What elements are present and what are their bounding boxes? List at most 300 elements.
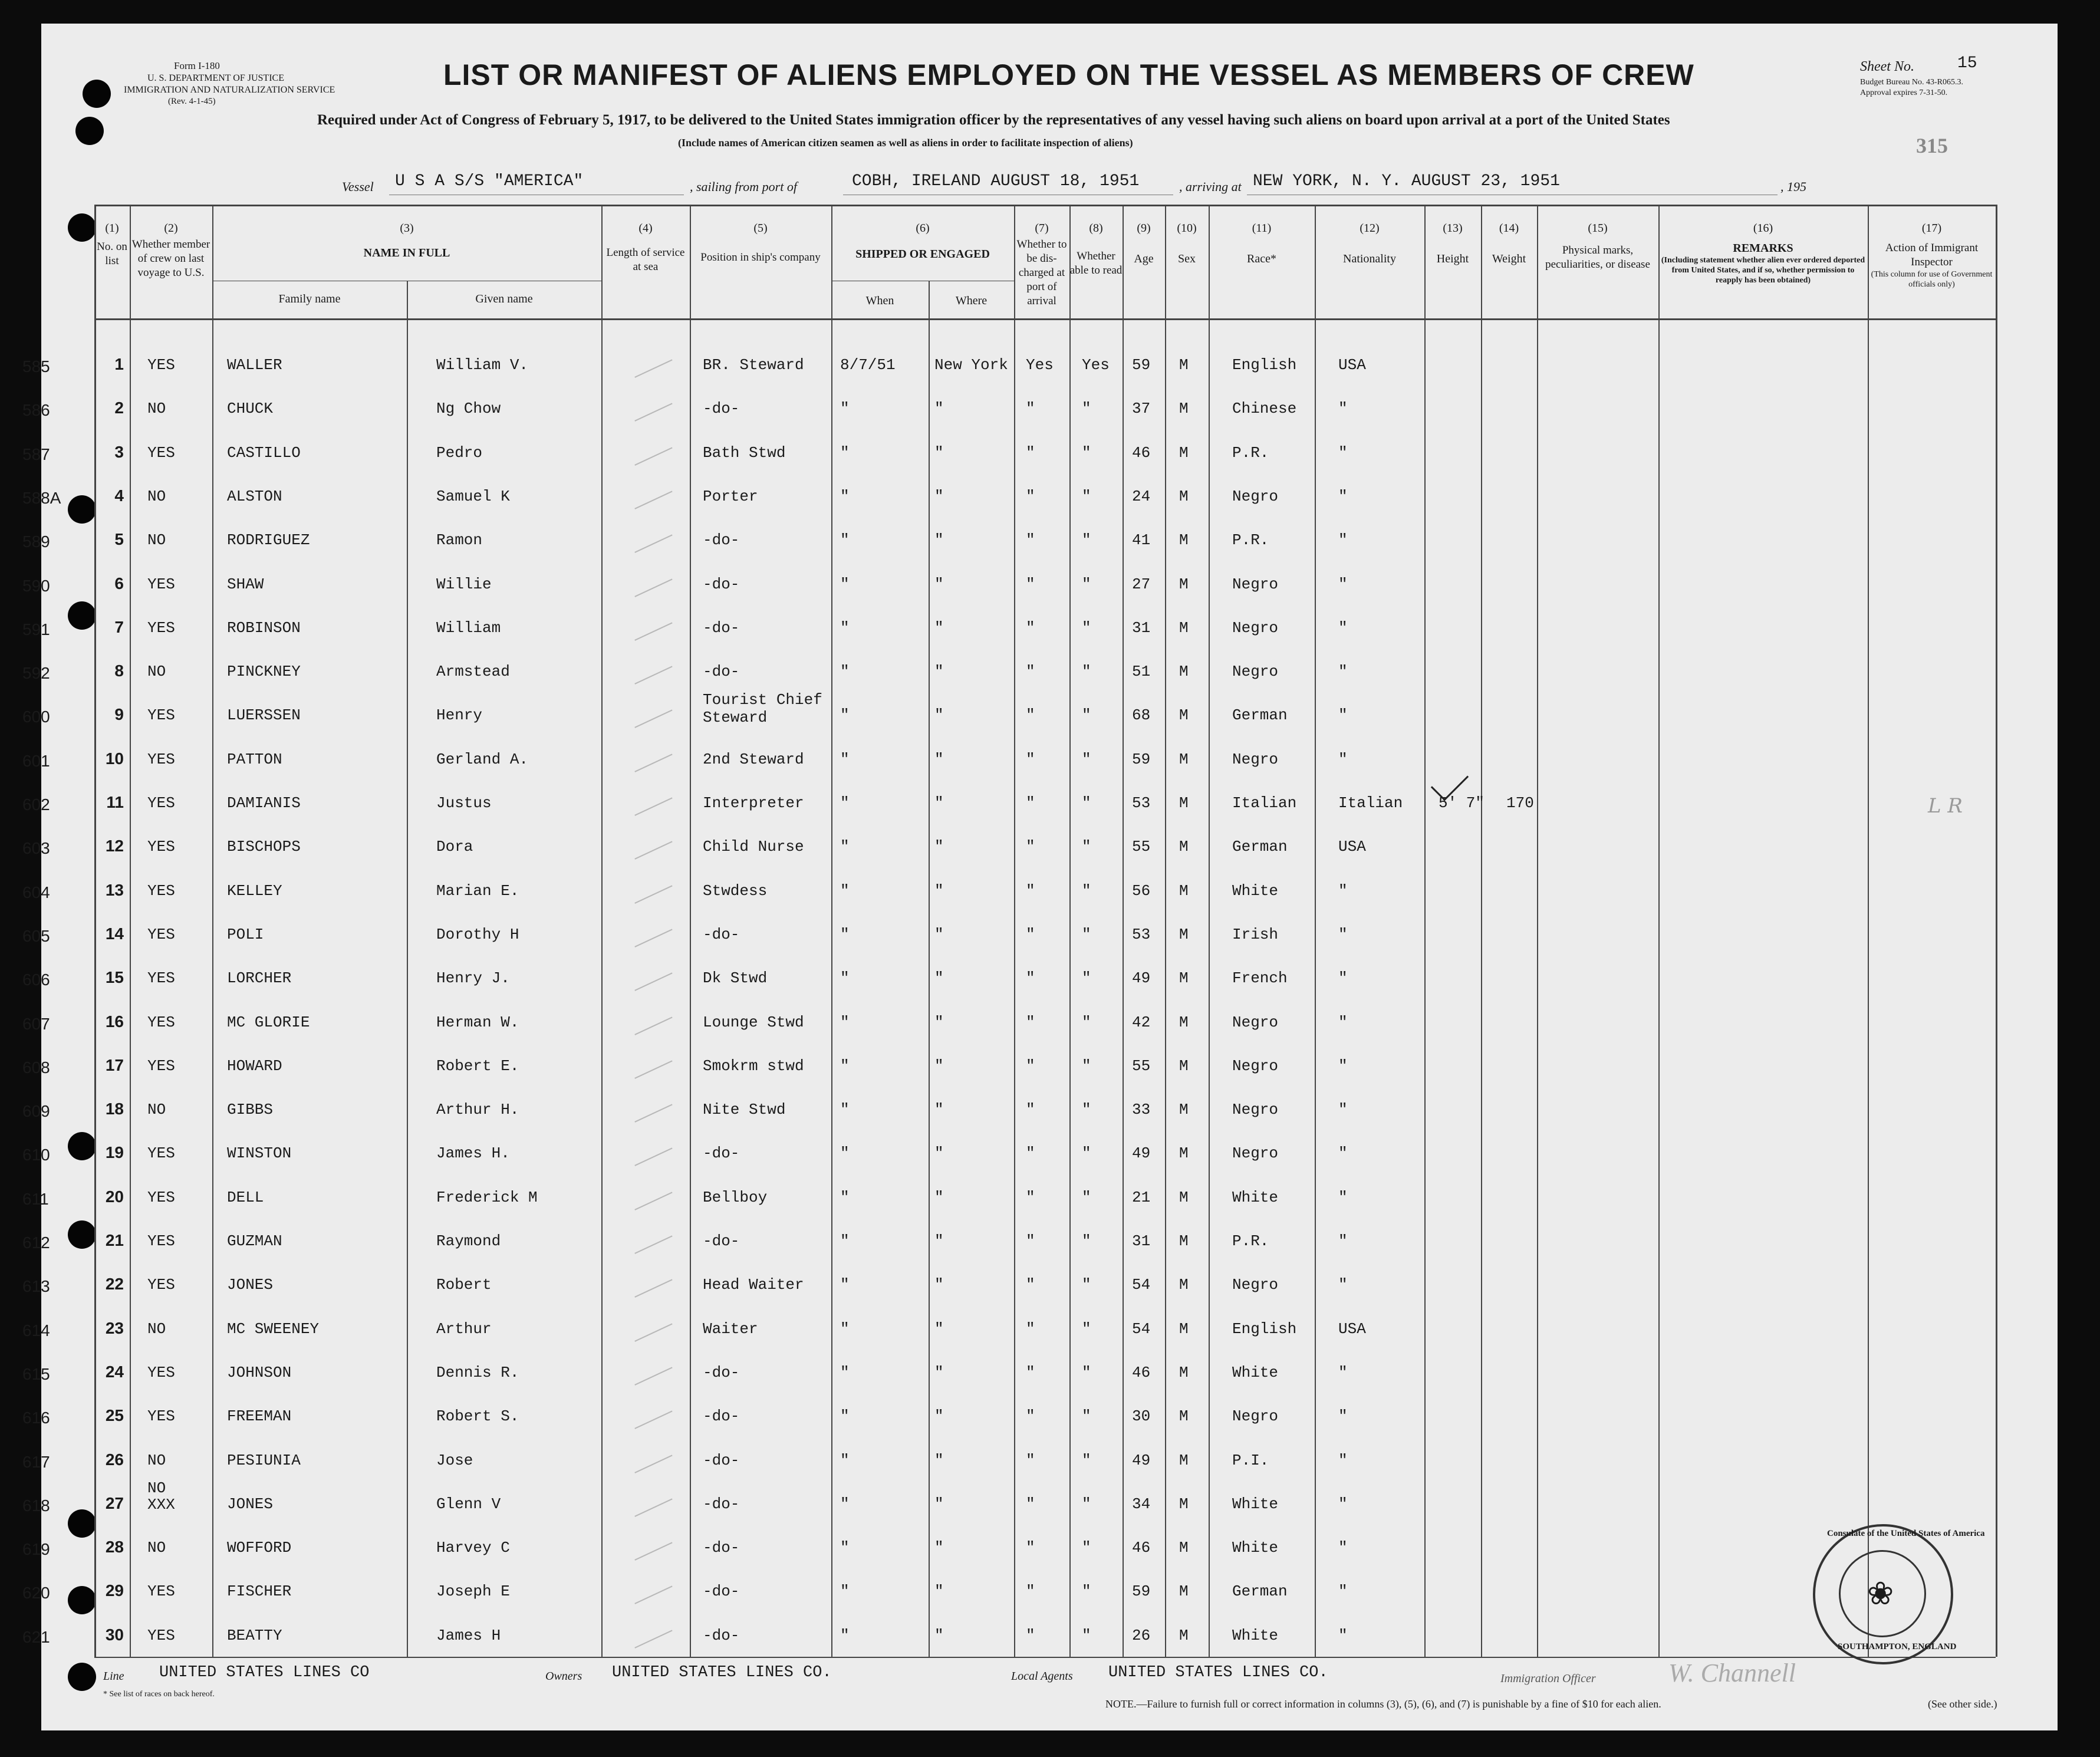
cell-age: 59 — [1132, 750, 1151, 768]
margin-number: 606 — [22, 970, 50, 989]
cell-member: NO — [147, 1451, 166, 1469]
cell-given: Joseph E — [436, 1582, 510, 1601]
cell-position: Head Waiter — [703, 1276, 804, 1294]
col-3-family-header: Family name — [278, 292, 341, 305]
cell-where: " — [934, 575, 944, 593]
cell-family: HOWARD — [227, 1057, 282, 1075]
cell-discharged: Yes — [1026, 356, 1054, 374]
cell-nationality: USA — [1338, 1320, 1366, 1338]
cell-family: MC SWEENEY — [227, 1320, 320, 1338]
cell-sex: M — [1179, 1539, 1189, 1557]
subnote: (Include names of American citizen seamen as well as aliens in order to facilitate inspection of aliens) — [678, 137, 1133, 149]
cell-age: 46 — [1132, 1539, 1151, 1557]
cell-position: Bellboy — [703, 1188, 768, 1206]
cell-nationality: " — [1338, 487, 1348, 505]
arriving-label: , arriving at — [1179, 179, 1242, 194]
cell-position: Waiter — [703, 1320, 758, 1338]
cell-discharged: " — [1026, 881, 1035, 900]
column-rule — [929, 281, 930, 1657]
cell-read: " — [1082, 400, 1091, 418]
cell-nationality: " — [1338, 925, 1348, 943]
cell-where: " — [934, 618, 944, 637]
cell-given: James H. — [436, 1144, 510, 1163]
eagle-icon: ❀ — [1867, 1575, 1894, 1612]
row-number: 5 — [114, 530, 124, 549]
margin-number: 592 — [22, 664, 50, 683]
cell-when: " — [840, 1451, 850, 1469]
row-number: 14 — [105, 924, 124, 943]
cell-read: " — [1082, 1013, 1091, 1031]
cell-when: " — [840, 969, 850, 988]
cell-read: Yes — [1082, 356, 1110, 374]
cell-position: -do- — [703, 400, 740, 418]
cell-given: Pedro — [436, 443, 483, 462]
cell-read: " — [1082, 1057, 1091, 1075]
cell-nationality: " — [1338, 881, 1348, 900]
cell-read: " — [1082, 925, 1091, 943]
margin-number: 587 — [22, 445, 50, 463]
cell-race: German — [1232, 838, 1288, 856]
cell-position: Tourist Chief Steward — [703, 691, 822, 727]
cell-remarks: L R — [1928, 794, 1963, 818]
cell-when: " — [840, 838, 850, 856]
cell-race: White — [1232, 881, 1279, 900]
sailing-label: , sailing from port of — [690, 179, 797, 194]
cell-sex: M — [1179, 1582, 1189, 1601]
row-number: 7 — [114, 617, 124, 636]
cell-race: Negro — [1232, 1276, 1279, 1294]
cell-read: " — [1082, 969, 1091, 988]
cell-member: YES — [147, 1232, 175, 1250]
cell-family: GIBBS — [227, 1101, 274, 1119]
cell-nationality: " — [1338, 1626, 1348, 1644]
cell-where: " — [934, 531, 944, 550]
cell-member: YES — [147, 1144, 175, 1163]
service-check-icon — [624, 426, 672, 466]
service-check-icon — [624, 338, 672, 378]
cell-nationality: " — [1338, 443, 1348, 462]
row-number: 8 — [114, 662, 124, 680]
cell-family: GUZMAN — [227, 1232, 282, 1250]
cell-family: WOFFORD — [227, 1539, 292, 1557]
cell-where: " — [934, 1363, 944, 1381]
manifest-sheet — [22, 24, 2058, 1730]
cell-family: PATTON — [227, 750, 282, 768]
col-5-header: (5) Position in ship's company — [700, 222, 821, 264]
cell-given: Raymond — [436, 1232, 501, 1250]
cell-sex: M — [1179, 969, 1189, 988]
cell-sex: M — [1179, 750, 1189, 768]
cell-position: Bath Stwd — [703, 443, 786, 462]
service-check-icon — [624, 513, 672, 553]
cell-height: 5' 7" — [1439, 794, 1485, 812]
cell-sex: M — [1179, 356, 1189, 374]
cell-read: " — [1082, 838, 1091, 856]
cell-nationality: " — [1338, 1539, 1348, 1557]
cell-discharged: " — [1026, 706, 1035, 725]
cell-discharged: " — [1026, 925, 1035, 943]
cell-read: " — [1082, 1232, 1091, 1250]
cell-when: " — [840, 1495, 850, 1513]
cell-when: " — [840, 794, 850, 812]
cell-position: -do- — [703, 1495, 740, 1513]
service-check-icon — [624, 1565, 672, 1605]
cell-nationality: " — [1338, 1188, 1348, 1206]
cell-member: YES — [147, 794, 175, 812]
cell-read: " — [1082, 1407, 1091, 1426]
cell-read: " — [1082, 1144, 1091, 1163]
cell-sex: M — [1179, 443, 1189, 462]
cell-race: Negro — [1232, 750, 1279, 768]
margin-number: 615 — [22, 1364, 50, 1383]
cell-where: " — [934, 487, 944, 505]
cell-position: -do- — [703, 1407, 740, 1426]
cell-position: Smokrm stwd — [703, 1057, 804, 1075]
cell-position: Dk Stwd — [703, 969, 768, 988]
column-rule — [1069, 205, 1071, 1657]
cell-read: " — [1082, 443, 1091, 462]
cell-family: ALSTON — [227, 487, 282, 505]
cell-given: Dorothy H — [436, 925, 519, 943]
cell-sex: M — [1179, 1232, 1189, 1250]
cell-discharged: " — [1026, 969, 1035, 988]
page-title: LIST OR MANIFEST OF ALIENS EMPLOYED ON THE VESSEL AS MEMBERS OF CREW — [443, 58, 1694, 91]
cell-member: YES — [147, 1057, 175, 1075]
margin-number: 612 — [22, 1233, 50, 1252]
cell-family: JONES — [227, 1495, 274, 1513]
margin-number: 619 — [22, 1540, 50, 1559]
cell-age: 54 — [1132, 1276, 1151, 1294]
seal-text: Consulate of the United States of America — [1827, 1529, 1985, 1538]
cell-position: -do- — [703, 1451, 740, 1469]
cell-when: " — [840, 706, 850, 725]
row-number: 2 — [114, 399, 124, 417]
agents-value: UNITED STATES LINES CO. — [1108, 1664, 1328, 1682]
cell-age: 41 — [1132, 531, 1151, 550]
cell-when: " — [840, 750, 850, 768]
cell-age: 33 — [1132, 1101, 1151, 1119]
punch-hole-icon — [68, 1586, 96, 1614]
punch-hole-icon — [75, 117, 104, 145]
cell-given: Ng Chow — [436, 400, 501, 418]
margin-number: 617 — [22, 1452, 50, 1471]
cell-given: James H — [436, 1626, 501, 1644]
owners-value: UNITED STATES LINES CO. — [612, 1664, 832, 1682]
margin-number: 591 — [22, 620, 50, 639]
cell-race: Negro — [1232, 1407, 1279, 1426]
cell-sex: M — [1179, 1495, 1189, 1513]
service-check-icon — [624, 469, 672, 509]
column-rule — [407, 281, 408, 1657]
cell-where: " — [934, 925, 944, 943]
cell-family: DAMIANIS — [227, 794, 301, 812]
cell-nationality: " — [1338, 1582, 1348, 1601]
line-label: Line — [103, 1670, 124, 1683]
service-check-icon — [624, 1170, 672, 1210]
cell-read: " — [1082, 531, 1091, 550]
col-16-header: (16) REMARKS (Including statement whether alien ever ordered deported from United States, and if so, whether permission to reapply has been obtained) — [1661, 222, 1865, 285]
cell-age: 42 — [1132, 1013, 1151, 1031]
margin-number: 609 — [22, 1102, 50, 1121]
cell-sex: M — [1179, 1626, 1189, 1644]
cell-family: JONES — [227, 1276, 274, 1294]
cell-age: 21 — [1132, 1188, 1151, 1206]
service-check-icon — [624, 1039, 672, 1079]
margin-number: 602 — [22, 795, 50, 814]
cell-age: 53 — [1132, 925, 1151, 943]
cell-position: -do- — [703, 618, 740, 637]
cell-where: " — [934, 1407, 944, 1426]
officer-label: Immigration Officer — [1500, 1672, 1596, 1685]
cell-given: Frederick M — [436, 1188, 538, 1206]
cell-race: Negro — [1232, 575, 1279, 593]
margin-number: 601 — [22, 751, 50, 770]
margin-number: 621 — [22, 1627, 50, 1646]
cell-sex: M — [1179, 618, 1189, 637]
cell-nationality: " — [1338, 750, 1348, 768]
cell-sex: M — [1179, 1188, 1189, 1206]
cell-nationality: " — [1338, 1057, 1348, 1075]
cell-where: " — [934, 969, 944, 988]
cell-when: " — [840, 1407, 850, 1426]
cell-given: Henry J. — [436, 969, 510, 988]
cell-sex: M — [1179, 1320, 1189, 1338]
service-check-icon — [624, 1389, 672, 1429]
cell-family: RODRIGUEZ — [227, 531, 310, 550]
cell-age: 46 — [1132, 443, 1151, 462]
margin-number: 610 — [22, 1146, 50, 1164]
margin-number: 618 — [22, 1496, 50, 1515]
cell-read: " — [1082, 663, 1091, 681]
cell-nationality: " — [1338, 575, 1348, 593]
year-suffix: , 195 — [1780, 179, 1806, 194]
cell-discharged: " — [1026, 794, 1035, 812]
cell-discharged: " — [1026, 1363, 1035, 1381]
race-note: * See list of races on back hereof. — [103, 1690, 215, 1699]
service-check-icon — [624, 1083, 672, 1123]
cell-where: " — [934, 1144, 944, 1163]
cell-member: YES — [147, 1626, 175, 1644]
column-rule — [831, 205, 832, 1657]
col-7-header: (7) Whether to be dis-charged at port of arrival — [1016, 222, 1067, 307]
row-number: 20 — [105, 1187, 124, 1206]
cell-given: Arthur H. — [436, 1101, 519, 1119]
service-check-icon — [624, 995, 672, 1035]
cell-position: Stwdess — [703, 881, 768, 900]
service-check-icon — [624, 1302, 672, 1342]
cell-race: P.R. — [1232, 1232, 1269, 1250]
service-check-icon — [624, 1258, 672, 1298]
cell-family: MC GLORIE — [227, 1013, 310, 1031]
cell-read: " — [1082, 706, 1091, 725]
cell-sex: M — [1179, 1451, 1189, 1469]
cell-position: -do- — [703, 1582, 740, 1601]
header-bottom-rule — [94, 318, 1996, 320]
cell-where: " — [934, 794, 944, 812]
cell-race: English — [1232, 356, 1297, 374]
row-number: 29 — [105, 1581, 124, 1600]
cell-member: NO — [147, 1539, 166, 1557]
cell-given: Marian E. — [436, 881, 519, 900]
cell-age: 24 — [1132, 487, 1151, 505]
penalty-note: NOTE.—Failure to furnish full or correct information in columns (3), (5), (6), and (7) is punishable by a fine of $10 for each alien. — [1105, 1698, 1661, 1710]
cell-race: Negro — [1232, 1013, 1279, 1031]
cell-when: " — [840, 881, 850, 900]
cell-read: " — [1082, 1495, 1091, 1513]
cell-age: 49 — [1132, 1451, 1151, 1469]
column-rule — [130, 205, 131, 1657]
row-number: 15 — [105, 968, 124, 987]
service: IMMIGRATION AND NATURALIZATION SERVICE — [124, 85, 335, 95]
subtitle: Required under Act of Congress of February 5, 1917, to be delivered to the United States immigration officer by the representatives of any vessel having such aliens on board upon arrival at a port of the United States — [317, 112, 1670, 128]
cell-given: Henry — [436, 706, 483, 725]
cell-nationality: " — [1338, 1276, 1348, 1294]
cell-age: 55 — [1132, 838, 1151, 856]
cell-discharged: " — [1026, 1232, 1035, 1250]
cell-discharged: " — [1026, 531, 1035, 550]
cell-where: " — [934, 706, 944, 725]
col-3-given-header: Given name — [475, 292, 533, 305]
cell-nationality: " — [1338, 1495, 1348, 1513]
cell-where: " — [934, 663, 944, 681]
row-number: 6 — [114, 574, 124, 593]
column-rule — [94, 205, 96, 1657]
cell-age: 31 — [1132, 618, 1151, 637]
cell-member: YES — [147, 838, 175, 856]
cell-position: -do- — [703, 663, 740, 681]
cell-where: " — [934, 1188, 944, 1206]
cell-race: P.I. — [1232, 1451, 1269, 1469]
cell-position: -do- — [703, 531, 740, 550]
cell-member: YES — [147, 969, 175, 988]
cell-nationality: Italian — [1338, 794, 1403, 812]
cell-sex: M — [1179, 1057, 1189, 1075]
cell-sex: M — [1179, 400, 1189, 418]
cell-member: YES — [147, 356, 175, 374]
cell-discharged: " — [1026, 1144, 1035, 1163]
cell-given: William V. — [436, 356, 529, 374]
cell-read: " — [1082, 1276, 1091, 1294]
cell-when: " — [840, 925, 850, 943]
service-check-icon — [624, 557, 672, 597]
cell-race: Negro — [1232, 1144, 1279, 1163]
cell-discharged: " — [1026, 1495, 1035, 1513]
cell-when: " — [840, 618, 850, 637]
row-number: 10 — [105, 749, 124, 768]
form-number: Form I-180 — [174, 60, 220, 71]
column-rule — [1537, 205, 1538, 1657]
column-rule — [1209, 205, 1210, 1657]
cell-given: Glenn V — [436, 1495, 501, 1513]
service-check-icon — [624, 864, 672, 904]
cell-nationality: " — [1338, 663, 1348, 681]
cell-member: YES — [147, 706, 175, 725]
service-check-icon — [624, 1127, 672, 1167]
cell-discharged: " — [1026, 750, 1035, 768]
cell-nationality: " — [1338, 1363, 1348, 1381]
cell-age: 59 — [1132, 1582, 1151, 1601]
cell-family: JOHNSON — [227, 1363, 292, 1381]
cell-sex: M — [1179, 838, 1189, 856]
cell-sex: M — [1179, 706, 1189, 725]
cell-race: English — [1232, 1320, 1297, 1338]
cell-weight: 170 — [1506, 794, 1534, 812]
cell-where: " — [934, 1451, 944, 1469]
cell-when: " — [840, 531, 850, 550]
column-rule — [1424, 205, 1426, 1657]
cell-family: LUERSSEN — [227, 706, 301, 725]
sailing-port: COBH, IRELAND AUGUST 18, 1951 — [852, 172, 1140, 190]
cell-where: " — [934, 1495, 944, 1513]
cell-sex: M — [1179, 1276, 1189, 1294]
cell-where: " — [934, 1057, 944, 1075]
cell-race: White — [1232, 1495, 1279, 1513]
cell-sex: M — [1179, 1013, 1189, 1031]
cell-nationality: " — [1338, 969, 1348, 988]
cell-position: 2nd Steward — [703, 750, 804, 768]
cell-position: -do- — [703, 1144, 740, 1163]
margin-number: 607 — [22, 1014, 50, 1033]
col-10-header: (10) Sex — [1177, 222, 1197, 265]
cell-race: P.R. — [1232, 443, 1269, 462]
cell-discharged: " — [1026, 443, 1035, 462]
cell-given: Harvey C — [436, 1539, 510, 1557]
cell-where: " — [934, 1101, 944, 1119]
punch-hole-icon — [68, 1509, 96, 1538]
approval: Approval expires 7-31-50. — [1860, 88, 1948, 97]
cell-race: Italian — [1232, 794, 1297, 812]
cell-age: 55 — [1132, 1057, 1151, 1075]
cell-nationality: USA — [1338, 356, 1366, 374]
service-check-icon — [624, 1608, 672, 1649]
row-number: 17 — [105, 1055, 124, 1074]
cell-nationality: USA — [1338, 838, 1366, 856]
col-13-header: (13) Height — [1436, 222, 1469, 265]
vessel-label: Vessel — [342, 179, 374, 194]
column-rule — [1996, 205, 1997, 1657]
cell-nationality: " — [1338, 400, 1348, 418]
cell-read: " — [1082, 487, 1091, 505]
cell-nationality: " — [1338, 1101, 1348, 1119]
margin-number: 614 — [22, 1321, 50, 1340]
cell-given: Robert S. — [436, 1407, 519, 1426]
margin-number: 620 — [22, 1584, 50, 1603]
col-3-header: (3) NAME IN FULL — [363, 222, 450, 259]
cell-given: Robert — [436, 1276, 492, 1294]
cell-discharged: " — [1026, 618, 1035, 637]
cell-race: Negro — [1232, 487, 1279, 505]
col-17-header: (17) Action of Immigrant Inspector (This column for use of Government officials only) — [1871, 222, 1993, 289]
punch-hole-icon — [68, 213, 96, 242]
cell-nationality: " — [1338, 1144, 1348, 1163]
col-15-header: (15) Physical marks, peculiarities, or disease — [1545, 222, 1650, 271]
row-number: 3 — [114, 442, 124, 461]
cell-when: " — [840, 1320, 850, 1338]
cell-position: BR. Steward — [703, 356, 804, 374]
cell-read: " — [1082, 881, 1091, 900]
row-number: 24 — [105, 1362, 124, 1381]
cell-nationality: " — [1338, 618, 1348, 637]
cell-member: YES — [147, 881, 175, 900]
cell-member: YES — [147, 925, 175, 943]
cell-age: 49 — [1132, 1144, 1151, 1163]
cell-race: P.R. — [1232, 531, 1269, 550]
column-rule — [1481, 205, 1482, 1657]
row-number: 19 — [105, 1143, 124, 1162]
cell-when: " — [840, 1539, 850, 1557]
row-number: 27 — [105, 1493, 124, 1512]
cell-given: Ramon — [436, 531, 483, 550]
